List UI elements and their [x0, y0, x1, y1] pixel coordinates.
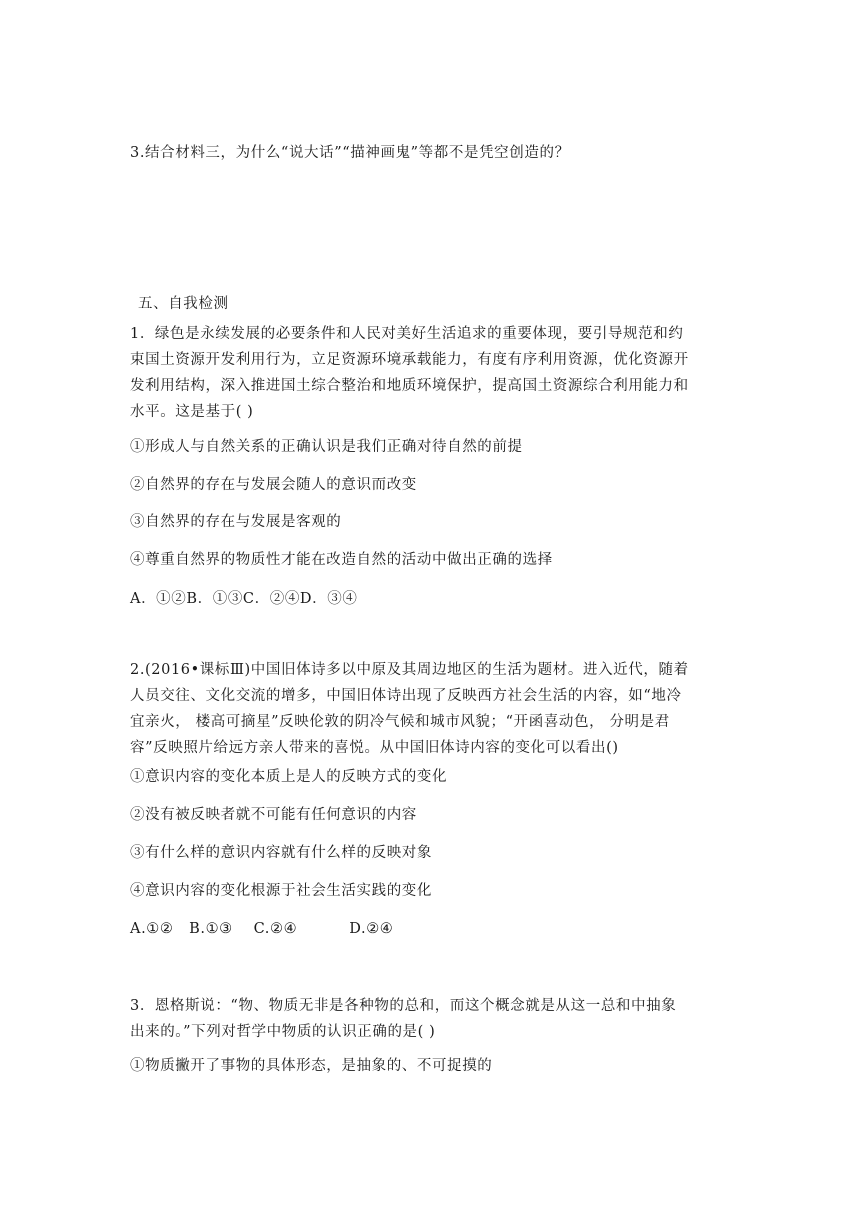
question-1-stem	[130, 321, 730, 425]
question-1-option: ③自然界的存在与发展是客观的	[130, 514, 342, 530]
question-2-stem-line: 2.(2016•课标Ⅲ)中国旧体诗多以中原及其周边地区的生活为题材。进入近代，随着	[130, 662, 689, 678]
question-2-stem-line: 宜亲火， 楼高可摘星”反映伦敦的阴冷气候和城市风貌；“开函喜动色， 分明是君	[130, 714, 670, 730]
question-2-option: ③有什么样的意识内容就有什么样的反映对象	[130, 845, 432, 861]
question-3-stem-line: 出来的。”下列对哲学中物质的认识正确的是( )	[130, 1024, 436, 1040]
question-2-option: ④意识内容的变化根源于社会生活实践的变化	[130, 883, 432, 899]
question-1-option: ②自然界的存在与发展会随人的意识而改变	[130, 477, 417, 493]
question-3-stem-line: 3．恩格斯说：“物、物质无非是各种物的总和，而这个概念就是从这一总和中抽象	[130, 998, 677, 1014]
question-2-stem	[130, 657, 730, 761]
question-1-stem-line: 发利用结构，深入推进国土综合整治和地质环境保护，提高国土资源综合利用能力和	[130, 378, 689, 394]
question-1-option: ①形成人与自然关系的正确认识是我们正确对待自然的前提	[130, 439, 523, 455]
question-1-stem-line: 1．绿色是永续发展的必要条件和人民对美好生活追求的重要体现，要引导规范和约	[130, 326, 684, 342]
q3-prompt: 3.结合材料三，为什么“说大话”“描神画鬼”等都不是凭空创造的？	[130, 145, 570, 161]
question-3-stem	[130, 993, 730, 1045]
question-1-stem-line: 水平。这是基于( )	[130, 404, 254, 420]
question-2-stem-line: 容”反映照片给远方亲人带来的喜悦。从中国旧体诗内容的变化可以看出()	[130, 740, 619, 756]
question-3-option: ①物质撇开了事物的具体形态，是抽象的、不可捉摸的	[130, 1058, 493, 1074]
question-2-choices: A.①② B.①③ C.②④ D.②④	[130, 921, 394, 937]
question-2-option: ①意识内容的变化本质上是人的反映方式的变化	[130, 769, 448, 785]
question-1-choices: A．①②B．①③C．②④D．③④	[130, 591, 358, 607]
question-2-stem-line: 人员交往、文化交流的增多，中国旧体诗出现了反映西方社会生活的内容，如“地冷	[130, 688, 682, 704]
section-title: 五、自我检测	[138, 296, 229, 312]
question-1-stem-line: 束国土资源开发利用行为，立足资源环境承载能力，有度有序利用资源，优化资源开	[130, 352, 689, 368]
question-2-option: ②没有被反映者就不可能有任何意识的内容	[130, 807, 417, 823]
question-1-option: ④尊重自然界的物质性才能在改造自然的活动中做出正确的选择	[130, 552, 553, 568]
